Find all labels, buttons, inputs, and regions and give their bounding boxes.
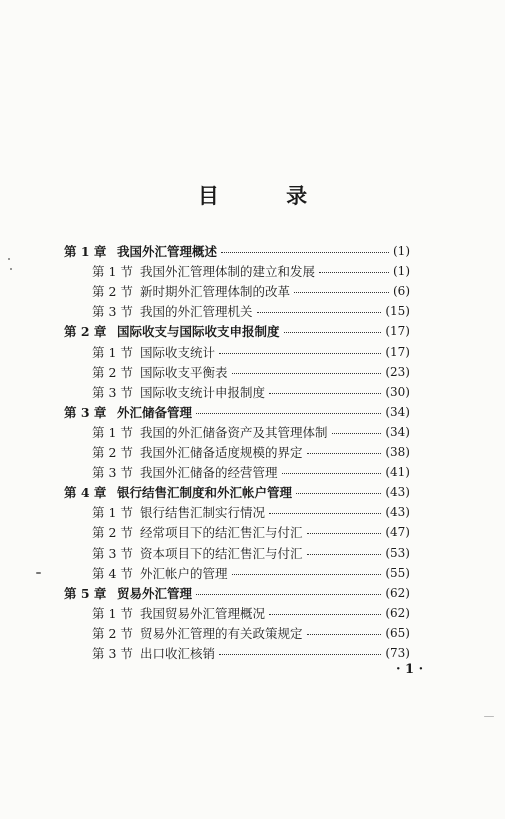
toc-dot-leader [294,292,389,293]
toc-section-row [92,603,410,623]
toc-section-row [92,502,410,522]
toc-entry-page: (41) [385,465,410,480]
toc-entry-page: (17) [385,324,410,339]
toc-entry-title: 贸易外汇管理 [117,585,193,601]
toc-entry-title: 资本项目下的结汇售汇与付汇 [140,545,303,561]
toc-dot-leader [332,433,382,434]
toc-entry-number: 第 2 节 [92,445,133,460]
scan-speck [8,258,10,260]
toc-entry-page: (55) [385,565,410,580]
toc-section-row [92,261,410,281]
toc-section-row [92,342,410,362]
toc-entry-page: (43) [385,485,410,500]
toc-section-row [92,543,410,563]
toc-entry-number: 第 3 节 [92,545,133,561]
toc-dot-leader [196,413,381,414]
toc-dot-leader [282,473,382,474]
toc-entry-page: (34) [385,424,410,439]
toc-dot-leader [307,533,382,534]
toc-entry-number: 第 1 章 [64,244,107,259]
toc-entry-page: (65) [385,625,410,640]
toc-section-row [92,442,410,462]
toc-entry-title: 我国的外汇管理机关 [140,304,253,320]
toc-entry-title: 外汇帐户的管理 [140,565,228,581]
toc-dot-leader [219,654,381,655]
toc-entry-title: 银行结售汇制实行情况 [140,505,266,521]
toc-entry-number: 第 4 章 [64,485,107,501]
scan-speck [36,572,41,574]
toc-entry-number: 第 2 章 [64,324,107,340]
toc-entry-number: 第 2 节 [92,364,133,380]
toc-entry-number: 第 3 节 [92,646,133,661]
toc-entry-page: (62) [385,585,410,600]
toc-section-row [92,281,410,301]
toc-entry-page: (17) [385,344,410,359]
toc-entry-page: (62) [385,605,410,620]
toc-dot-leader [232,574,382,575]
toc-dot-leader [257,312,382,313]
toc-entry-page: (15) [385,304,410,319]
toc-entry-page: (23) [385,364,410,379]
toc-dot-leader [269,393,381,394]
toc-entry-title: 国际收支统计申报制度 [140,384,266,400]
toc-entry-page: (1) [393,244,410,258]
scan-speck [10,268,12,270]
toc-entry-title: 我国外汇储备适度规模的界定 [140,445,303,460]
toc-section-row [92,462,410,482]
toc-dot-leader [319,272,389,273]
toc-entry-title: 新时期外汇管理体制的改革 [140,284,291,300]
toc-entry-title: 我国的外汇储备资产及其管理体制 [140,424,328,440]
toc-entry-page: (30) [385,384,410,399]
toc-entry-number: 第 1 节 [92,344,133,360]
toc-entry-page: (34) [385,404,410,419]
toc-dot-leader [269,614,381,615]
toc-entry-number: 第 1 节 [92,424,133,440]
toc-chapter-row [64,241,410,261]
toc-entry-page: (38) [385,445,410,459]
toc-entry-title: 我国外汇储备的经营管理 [140,465,278,481]
toc-section-row [92,563,410,583]
toc-entry-number: 第 1 节 [92,264,133,280]
toc-chapter-row [64,402,410,422]
toc-entry-title: 经常项目下的结汇售汇与付汇 [140,525,303,541]
toc-section-row [92,623,410,643]
toc-entry-title: 银行结售汇制度和外汇帐户管理 [117,485,293,501]
toc-entry-page: (73) [385,646,410,660]
toc-entry-title: 外汇储备管理 [117,404,193,420]
toc-entry-number: 第 3 节 [92,384,133,400]
toc-chapter-row [64,321,410,341]
toc-section-row [92,362,410,382]
toc-dot-leader [221,252,389,253]
toc-entry-number: 第 2 节 [92,284,133,300]
toc-entry-page: (1) [393,264,410,279]
toc-section-row [92,422,410,442]
toc-dot-leader [219,353,381,354]
toc-dot-leader [196,594,381,595]
toc-entry-number: 第 3 章 [64,404,107,420]
toc-entry-number: 第 2 节 [92,525,133,541]
toc-entry-number: 第 1 节 [92,605,133,621]
toc-entry-title: 我国外汇管理概述 [117,244,218,259]
toc-section-row [92,643,410,663]
toc-entry-number: 第 3 节 [92,465,133,481]
toc-entry-number: 第 3 节 [92,304,133,320]
toc-section-row [92,382,410,402]
toc-entry-title: 我国贸易外汇管理概况 [140,605,266,621]
page-number: · 1 · [396,662,424,677]
toc-dot-leader [296,493,381,494]
toc-entry-page: (6) [393,284,410,299]
toc-entry-number: 第 1 节 [92,505,133,521]
toc-section-row [92,522,410,542]
scan-speck [484,716,494,717]
toc-entry-title: 我国外汇管理体制的建立和发展 [140,264,316,280]
toc-chapter-row [64,482,410,502]
toc-chapter-row [64,583,410,603]
toc-entry-number: 第 4 节 [92,565,133,581]
toc-entry-page: (47) [385,525,410,540]
toc-entry-number: 第 2 节 [92,625,133,641]
toc-entry-title: 出口收汇核销 [140,646,216,661]
toc-entry-title: 国际收支与国际收支申报制度 [117,324,280,340]
toc-entry-page: (43) [385,505,410,520]
toc-entry-title: 国际收支平衡表 [140,364,228,380]
toc-dot-leader [307,453,382,454]
page-title: 目 录 [197,183,338,208]
toc-dot-leader [284,332,382,333]
toc-entry-number: 第 5 章 [64,585,107,601]
toc-dot-leader [307,634,382,635]
toc-dot-leader [232,373,382,374]
toc-entry-page: (53) [385,545,410,560]
toc-entry-title: 贸易外汇管理的有关政策规定 [140,625,303,641]
toc-dot-leader [307,554,382,555]
toc-entry-title: 国际收支统计 [140,344,216,360]
toc-dot-leader [269,513,381,514]
toc-section-row [92,301,410,321]
